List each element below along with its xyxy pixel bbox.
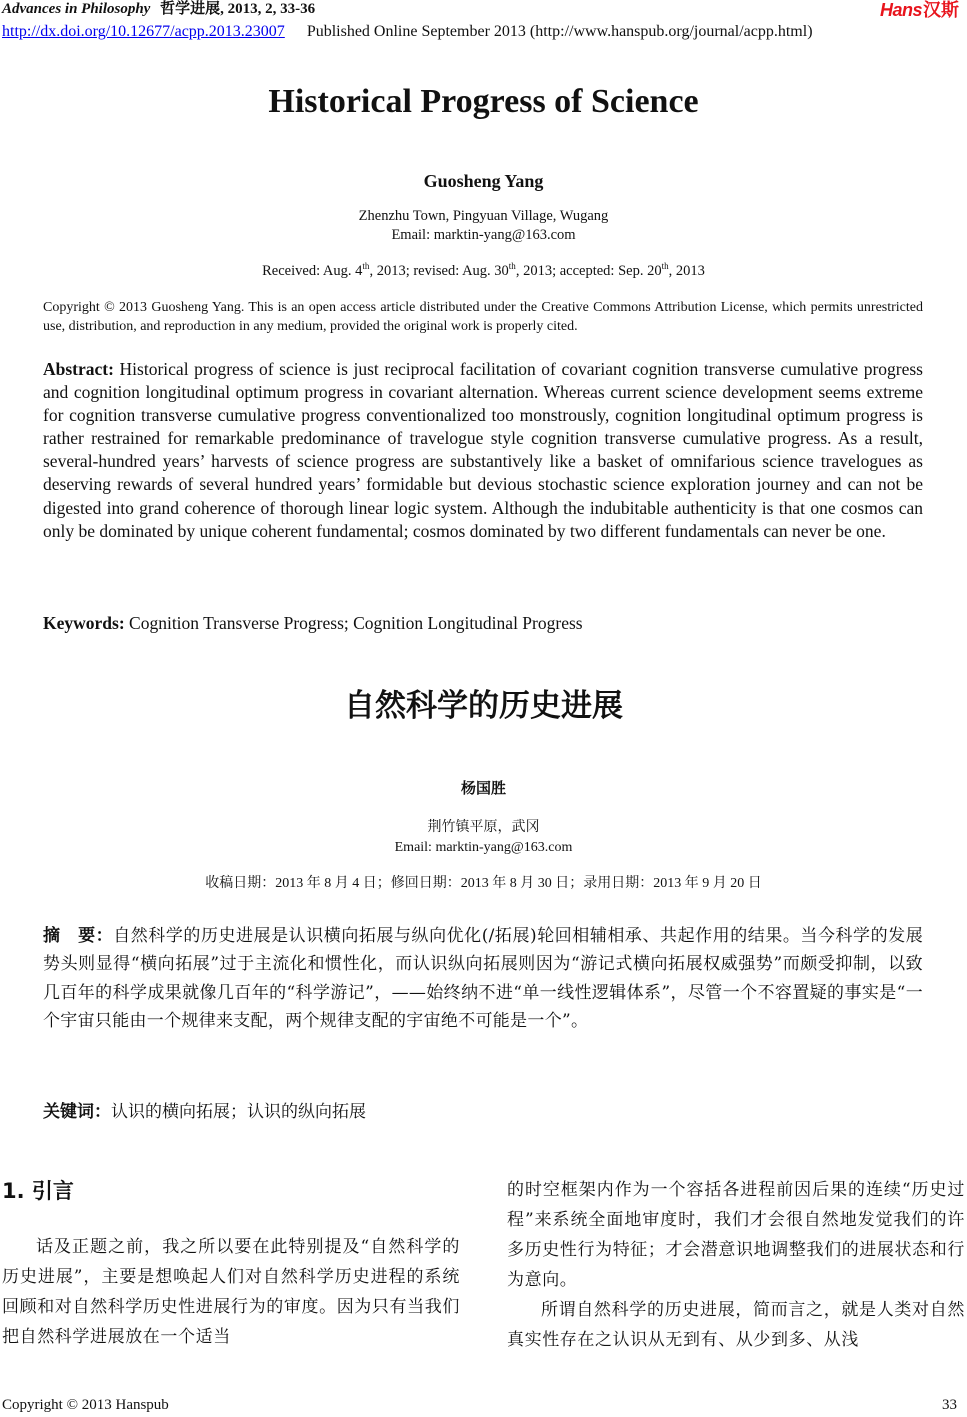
keywords-en — [43, 612, 923, 635]
keywords-text-cn: 认识的横向拓展；认识的纵向拓展 — [111, 1102, 366, 1121]
section-heading: 1. 引言 — [2, 1179, 74, 1203]
accepted-date: , 2013; accepted: Sep. 20 — [515, 263, 662, 279]
keywords-label: Keywords: — [43, 613, 125, 633]
author-email: Email: marktin-yang@163.com — [391, 227, 576, 243]
abstract-label: Abstract: — [43, 359, 114, 379]
keywords-cn — [43, 1100, 923, 1124]
body-column-right — [507, 1175, 965, 1355]
abstract-en — [43, 358, 923, 543]
logo-text-cn: 汉斯 — [923, 0, 959, 20]
journal-header — [2, 0, 315, 18]
received-date: Received: Aug. 4 — [262, 263, 363, 279]
received-dates — [0, 262, 967, 280]
body-column-left — [2, 1232, 460, 1352]
publication-info — [2, 22, 813, 42]
ordinal-suffix: th — [362, 261, 370, 271]
publisher-logo — [880, 0, 959, 20]
doi-link[interactable]: http://dx.doi.org/10.12677/acpp.2013.23007 — [2, 23, 285, 40]
page-number: 33 — [942, 1397, 957, 1413]
title-cn: 自然科学的历史进展 — [344, 688, 623, 724]
paragraph: 的时空框架内作为一个容括各进程前因后果的连续“历史过程”来系统全面地审度时，我们才会很自然地发觉我们的许多历史性行为特征；才会潜意识地调整我们的进展状态和行为意向。 — [507, 1180, 965, 1290]
abstract-label-cn: 摘 要： — [43, 926, 114, 946]
abstract-cn — [43, 922, 923, 1035]
author-email-cn: Email: marktin-yang@163.com — [394, 840, 573, 855]
ordinal-suffix: th — [508, 261, 516, 271]
author-name: Guosheng Yang — [423, 171, 544, 191]
journal-name-cn: 哲学进展 — [160, 1, 221, 17]
keywords-label-cn: 关键词： — [43, 1102, 111, 1122]
ordinal-suffix: th — [661, 261, 669, 271]
logo-text-en: Hans — [879, 0, 922, 20]
journal-issue: , 2013, 2, 33-36 — [220, 1, 316, 17]
author-affiliation-cn: 荆竹镇平原，武冈 — [427, 820, 540, 835]
paragraph: 话及正题之前，我之所以要在此特别提及“自然科学的历史进展”，主要是想唤起人们对自然科学历史进程的系统回顾和对自然科学历史性进展行为的审度。因为只有当我们把自然科学进展放在一个适当 — [2, 1237, 460, 1347]
author-affiliation: Zhenzhu Town, Pingyuan Village, Wugang — [358, 208, 609, 224]
journal-name-en: Advances in Philosophy — [2, 1, 151, 17]
page-title: Historical Progress of Science — [268, 83, 699, 120]
abstract-text-cn: 自然科学的历史进展是认识横向拓展与纵向优化(/拓展)轮回相辅相承、共起作用的结果。当今科学的发展势头则显得“横向拓展”过于主流化和惯性化，而认识纵向拓展则因为“游记式横向拓展权威强势”而颇受抑制，以致几百年的科学成果就像几百年的“科学游记”，——始终纳不进“单一线性逻辑体系”，尽管一个不容置疑的事实是“一个宇宙只能由一个规律来支配，两个规律支配的宇宙绝不可能是一个”。 — [43, 926, 924, 1031]
author-name-cn: 杨国胜 — [460, 779, 506, 797]
received-dates-cn: 收稿日期：2013 年 8 月 4 日；修回日期：2013 年 8 月 30 日；录用日期：2013 年 9 月 20 日 — [205, 876, 762, 891]
paragraph: 所谓自然科学的历史进展，简而言之，就是人类对自然真实性存在之认识从无到有、从少到多、从浅 — [507, 1300, 965, 1350]
published-online: Published Online September 2013 (http://www.hanspub.org/journal/acpp.html) — [306, 23, 813, 40]
footer-copyright: Copyright © 2013 Hanspub — [2, 1397, 169, 1413]
abstract-text: Historical progress of science is just reciprocal facilitation of covariant cognition transverse cumulative progress and cognition longitudinal optimum progress in covariant alternation. Whereas current science development seems extreme for cognition transverse cumulative progress conventionalized too monstrously, cognition longitudinal optimum progress is rather restrained for remarkable predominance of travelogue style cognition transverse cumulative progress. As a result, several-hundred years’ harvests of science progress are substantively like a basket of omnifarious science travelogues as deserving rewards of several hundred years’ formidable but devious stochastic science exploration journey and can not be digested into grand coherence of thorough linear logic system. Although the indubitable authenticity is that one cosmos can only be dominated by unique coherent fundamental; cosmos dominated by two different fundamentals can never be one. — [43, 359, 923, 541]
revised-date: , 2013; revised: Aug. 30 — [369, 263, 509, 279]
year-suffix: , 2013 — [668, 263, 705, 279]
copyright-notice: Copyright © 2013 Guosheng Yang. This is an open access article distributed under the Creative Commons Attribution License, which permits unrestricted use, distribution, and reproduction in any medium, provided the original work is properly cited. — [43, 300, 923, 334]
keywords-text: Cognition Transverse Progress; Cognition Longitudinal Progress — [129, 613, 583, 633]
